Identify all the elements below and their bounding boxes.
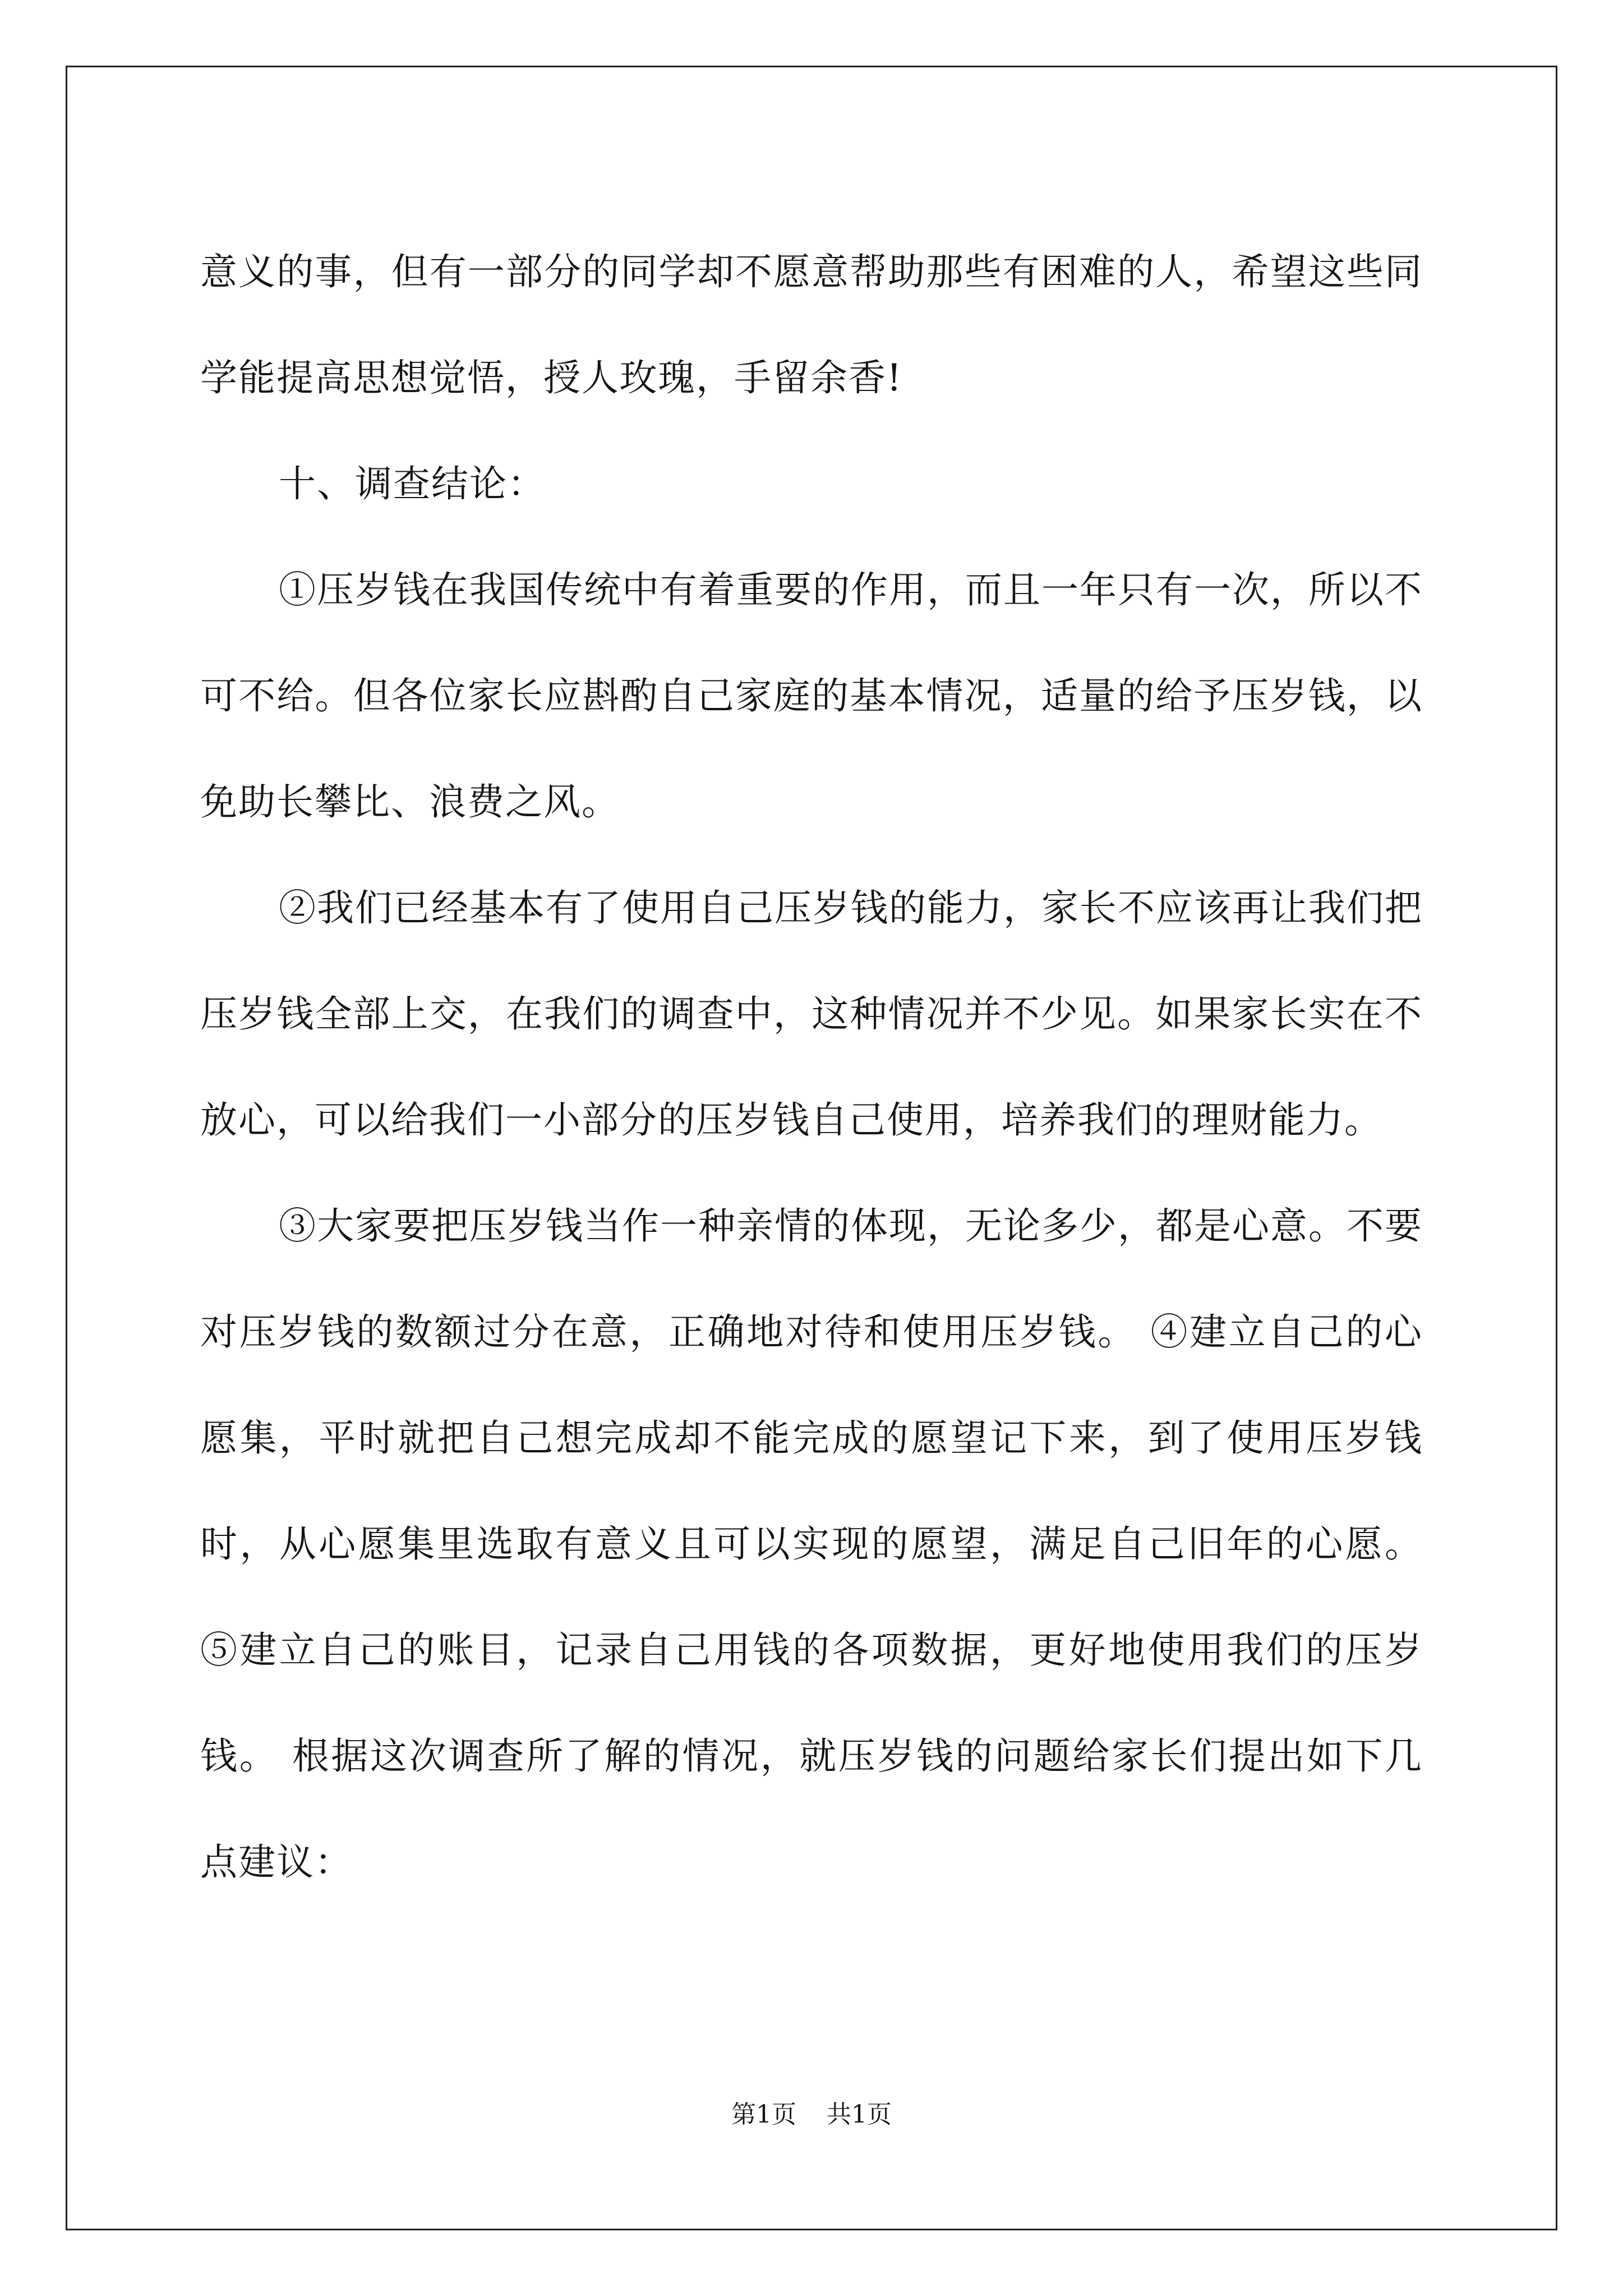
page-number-current: 第1页 [731, 2100, 796, 2129]
paragraph-conclusion-2: ②我们已经基本有了使用自己压岁钱的能力，家长不应该再让我们把压岁钱全部上交，在我们的调查中，这种情况并不少见。如果家长实在不放心，可以给我们一小部分的压岁钱自己使用，培养我们的理财能力。 [200, 886, 1423, 1142]
document-body [200, 219, 1423, 1915]
page-number-total: 共1页 [827, 2100, 892, 2129]
paragraph-conclusion-3-5: ③大家要把压岁钱当作一种亲情的体现，无论多少，都是心意。不要对压岁钱的数额过分在意，正确地对待和使用压岁钱。 ④建立自己的心愿集，平时就把自己想完成却不能完成的愿望记下来，到了使用压岁钱时，从心愿集里选取有意义且可以实现的愿望，满足自己旧年的心愿。 ⑤建立自己的账目，记录自己用钱的各项数据，更好地使用我们的压岁钱。 根据这次调查所了解的情况，就压岁钱的问题给家长们提出如下几点建议： [200, 1204, 1423, 1884]
page-footer [0, 2098, 1623, 2132]
paragraph-continuation: 意义的事，但有一部分的同学却不愿意帮助那些有困难的人，希望这些同学能提高思想觉悟，授人玫瑰，手留余香! [200, 250, 1423, 399]
paragraph-conclusion-1: ①压岁钱在我国传统中有着重要的作用，而且一年只有一次，所以不可不给。但各位家长应斟酌自己家庭的基本情况，适量的给予压岁钱，以免助长攀比、浪费之风。 [200, 568, 1423, 823]
section-heading-conclusion: 十、调查结论： [279, 462, 546, 505]
